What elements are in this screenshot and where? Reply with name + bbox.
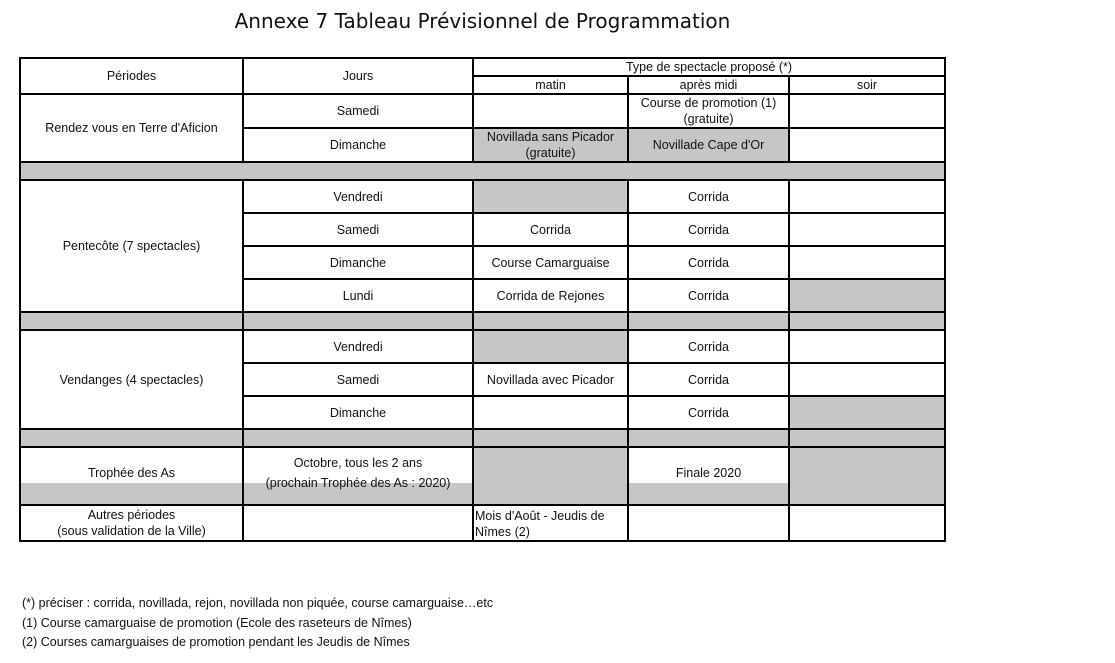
separator-cell: [789, 429, 945, 447]
soir-cell: [789, 128, 945, 162]
programmation-table: [19, 57, 946, 542]
apres-midi-cell: Course de promotion (1) (gratuite): [628, 94, 789, 128]
matin-cell: Course Camarguaise: [473, 246, 628, 279]
separator-row: [20, 162, 945, 180]
periode-cell: Rendez vous en Terre d'Aficion: [20, 94, 243, 162]
jour-cell: Dimanche: [243, 128, 473, 162]
separator-row: [20, 312, 945, 330]
soir-cell: [789, 246, 945, 279]
header-jours: Jours: [243, 58, 473, 94]
separator-cell: [628, 429, 789, 447]
periode-line: Autres périodes: [87, 508, 176, 522]
apres-midi-cell: Corrida: [628, 330, 789, 363]
periode-cell: Pentecôte (7 spectacles): [20, 180, 243, 312]
separator-cell: [473, 429, 628, 447]
soir-cell: [789, 279, 945, 312]
periode-cell: [20, 505, 243, 541]
matin-cell: [473, 447, 628, 505]
jour-cell: Dimanche: [243, 246, 473, 279]
soir-cell: [789, 363, 945, 396]
jour-line: (prochain Trophée des As : 2020): [265, 476, 451, 490]
separator-cell: [243, 429, 473, 447]
document-title: Annexe 7 Tableau Prévisionnel de Programmation: [234, 9, 731, 33]
matin-cell: Corrida: [473, 213, 628, 246]
table-row: [20, 180, 945, 213]
separator-row: [20, 429, 945, 447]
soir-cell: [789, 94, 945, 128]
header-periodes: Périodes: [20, 58, 243, 94]
footnotes: [22, 594, 493, 653]
apres-midi-label: Finale 2020: [675, 466, 742, 480]
separator-cell: [243, 312, 473, 330]
footnote: (*) préciser : corrida, novillada, rejon, novillada non piquée, course camarguaise…etc: [22, 596, 494, 610]
header-row: [20, 58, 945, 76]
jour-cell: [243, 505, 473, 541]
jour-cell: [243, 447, 473, 505]
table-row: [20, 94, 945, 128]
matin-cell: Novillada sans Picador (gratuite): [473, 128, 628, 162]
header-matin: matin: [473, 76, 628, 94]
apres-midi-cell: Corrida: [628, 363, 789, 396]
periode-cell: Vendanges (4 spectacles): [20, 330, 243, 429]
matin-cell: [473, 396, 628, 429]
apres-midi-cell: Corrida: [628, 180, 789, 213]
periode-label: Trophée des As: [87, 466, 176, 480]
header-apres-midi: après midi: [628, 76, 789, 94]
soir-cell: [789, 180, 945, 213]
matin-cell: [473, 94, 628, 128]
apres-midi-cell: [628, 447, 789, 505]
matin-cell: Mois d'Août - Jeudis de Nîmes (2): [473, 505, 628, 541]
periode-cell: [20, 447, 243, 505]
soir-cell: [789, 505, 945, 541]
jour-cell: Samedi: [243, 213, 473, 246]
header-type-spectacle: Type de spectacle proposé (*): [473, 58, 945, 76]
soir-cell: [789, 447, 945, 505]
separator-cell: [473, 312, 628, 330]
jour-cell: Vendredi: [243, 330, 473, 363]
apres-midi-cell: Corrida: [628, 279, 789, 312]
footnote: (1) Course camarguaise de promotion (Ecole des raseteurs de Nîmes): [22, 615, 412, 630]
footnote: (2) Courses camarguaises de promotion pendant les Jeudis de Nîmes: [22, 635, 410, 649]
separator-cell: [628, 312, 789, 330]
header-soir: soir: [789, 76, 945, 94]
jour-line: Octobre, tous les 2 ans: [293, 456, 423, 470]
table-row: [20, 505, 945, 541]
jour-cell: Dimanche: [243, 396, 473, 429]
soir-cell: [789, 396, 945, 429]
soir-cell: [789, 213, 945, 246]
separator-cell: [789, 312, 945, 330]
jour-cell: Lundi: [243, 279, 473, 312]
apres-midi-cell: [628, 505, 789, 541]
apres-midi-cell: Corrida: [628, 213, 789, 246]
matin-cell: [473, 330, 628, 363]
separator-cell: [20, 162, 945, 180]
jour-cell: Vendredi: [243, 180, 473, 213]
jour-cell: Samedi: [243, 363, 473, 396]
jour-cell: Samedi: [243, 94, 473, 128]
apres-midi-cell: Corrida: [628, 396, 789, 429]
table-row: [20, 447, 945, 505]
separator-cell: [20, 312, 243, 330]
apres-midi-cell: Novillade Cape d'Or: [628, 128, 789, 162]
matin-cell: [473, 180, 628, 213]
matin-cell: Novillada avec Picador: [473, 363, 628, 396]
periode-line: (sous validation de la Ville): [57, 524, 206, 538]
table-row: [20, 330, 945, 363]
matin-cell: Corrida de Rejones: [473, 279, 628, 312]
soir-cell: [789, 330, 945, 363]
separator-cell: [20, 429, 243, 447]
apres-midi-cell: Corrida: [628, 246, 789, 279]
